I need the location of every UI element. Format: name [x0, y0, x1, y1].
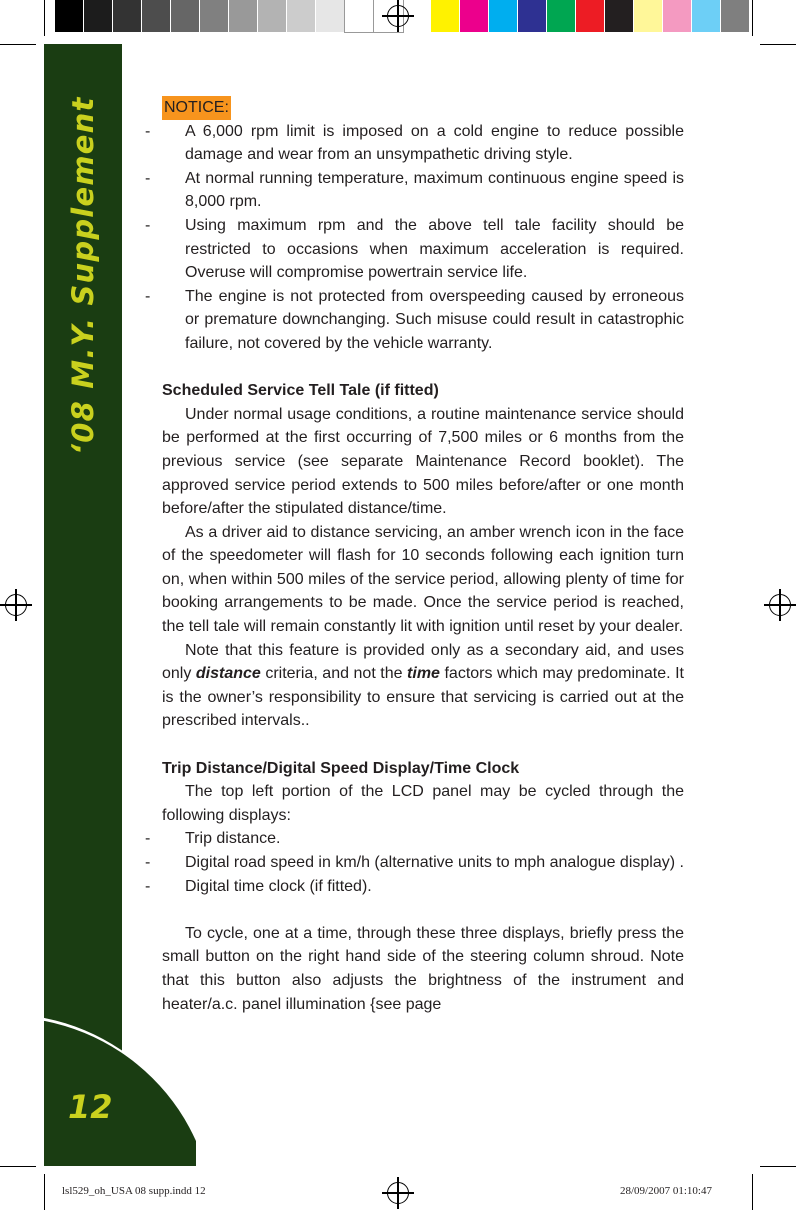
registration-mark-right-icon — [769, 594, 791, 616]
color-swatch — [345, 0, 374, 32]
service-paragraph: Under normal usage conditions, a routine maintenance service should be performed at the first occurring of 7,500 miles or 6 months from the previous service (see separate Maintenance Record booklet). The approved service period extends to 500 miles before/after or one month before/after the stipulated distance/time. — [162, 405, 684, 518]
section-title: ‘08 M.Y. Supplement — [66, 96, 100, 455]
color-swatch — [113, 0, 142, 32]
crop-mark-bottom-right-h — [760, 1166, 796, 1167]
service-section — [162, 379, 684, 733]
footer-datetime: 28/09/2007 01:10:47 — [620, 1185, 712, 1197]
color-swatch — [576, 0, 605, 32]
color-swatch — [460, 0, 489, 32]
crop-mark-bottom-right-v — [752, 1174, 753, 1210]
color-swatch — [431, 0, 460, 32]
emphasis-distance: distance — [195, 665, 261, 683]
trip-cycle-paragraph: To cycle, one at a time, through these three displays, briefly press the small button on the right hand side of the steering column shroud. Note that this button also adjusts the brightness of the instrument and heater/a.c. panel illumination {see page — [162, 924, 684, 1013]
service-paragraph: Note that this feature is provided only as a secondary aid, and uses only distance criteria, and not the time factors which may predominate. It is the owner’s responsibility to ensure that servicing is carried out at the prescribed intervals.. — [162, 641, 684, 730]
registration-mark-bottom-icon — [387, 1182, 409, 1204]
color-swatch — [316, 0, 345, 32]
emphasis-time: time — [407, 665, 440, 683]
color-swatch — [287, 0, 316, 32]
color-swatch — [721, 0, 750, 32]
service-heading: Scheduled Service Tell Tale (if fitted) — [162, 382, 439, 400]
color-swatch — [55, 0, 84, 32]
notice-item: - Using maximum rpm and the above tell tale facility should be restricted to occasions when maximum acceleration is required. Overuse will compromise powertrain service life. — [162, 214, 684, 285]
crop-mark-top-left-v — [44, 0, 45, 36]
color-swatch — [605, 0, 634, 32]
trip-intro: The top left portion of the LCD panel may be cycled through the following displays: — [162, 783, 684, 824]
color-swatch — [142, 0, 171, 32]
trip-item: - Trip distance. — [162, 827, 684, 851]
footer-file-slug: lsl529_oh_USA 08 supp.indd 12 — [62, 1185, 206, 1197]
corner-decoration — [44, 1010, 196, 1166]
trip-heading: Trip Distance/Digital Speed Display/Time Clock — [162, 759, 520, 777]
color-swatch — [634, 0, 663, 32]
notice-item: - The engine is not protected from overspeeding caused by erroneous or premature downchanging. Such misuse could result in catastrophic failure, not covered by the vehicle warranty. — [162, 285, 684, 356]
registration-mark-left-icon — [5, 594, 27, 616]
color-swatch — [84, 0, 113, 32]
color-swatch — [200, 0, 229, 32]
color-swatch — [171, 0, 200, 32]
notice-label: NOTICE: — [162, 96, 231, 120]
notice-item: - A 6,000 rpm limit is imposed on a cold engine to reduce possible damage and wear from an unsympathetic driving style. — [162, 120, 684, 167]
notice-section — [162, 96, 684, 356]
color-swatch — [663, 0, 692, 32]
trip-item: - Digital time clock (if fitted). — [162, 875, 684, 899]
page-number: 12 — [68, 1088, 113, 1126]
crop-mark-bottom-left-v — [44, 1174, 45, 1210]
color-swatch — [258, 0, 287, 32]
color-swatch — [489, 0, 518, 32]
color-swatch — [518, 0, 547, 32]
crop-mark-top-left-h — [0, 44, 36, 45]
color-swatch — [229, 0, 258, 32]
page-body — [162, 96, 684, 1016]
service-paragraph: As a driver aid to distance servicing, an amber wrench icon in the face of the speedometer will flash for 10 seconds following each ignition turn on, when within 500 miles of the service period, allowing plenty of time for booking arrangements to be made. Once the service period is reached, the tell tale will remain constantly lit with ignition until reset by your dealer. — [162, 523, 684, 636]
crop-mark-bottom-left-h — [0, 1166, 36, 1167]
registration-mark-top-icon — [387, 5, 409, 27]
crop-mark-top-right-v — [752, 0, 753, 36]
trip-item: - Digital road speed in km/h (alternative units to mph analogue display) . — [162, 851, 684, 875]
notice-item: - At normal running temperature, maximum continuous engine speed is 8,000 rpm. — [162, 167, 684, 214]
trip-section — [162, 757, 684, 1017]
color-swatch — [547, 0, 576, 32]
crop-mark-top-right-h — [760, 44, 796, 45]
color-swatch — [692, 0, 721, 32]
